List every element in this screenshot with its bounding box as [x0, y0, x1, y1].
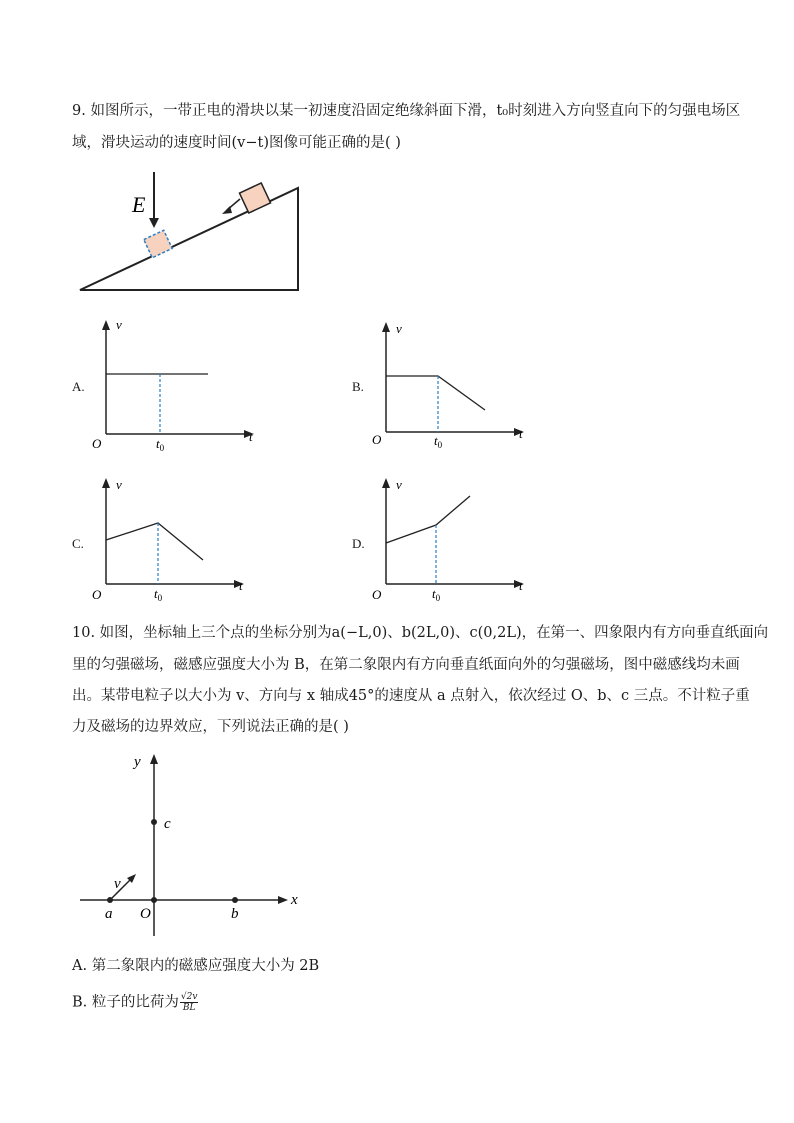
velocity-curve: [386, 376, 485, 410]
label-v: v: [114, 876, 121, 892]
field-arrowhead: [149, 218, 159, 228]
fraction-numerator: √2v: [180, 992, 198, 1002]
origin-label: O: [372, 587, 382, 602]
q9-line-2: 域，滑块运动的速度时间(v−t)图像可能正确的是( ): [72, 135, 401, 151]
incline-figure: [70, 170, 310, 300]
origin-label: O: [92, 587, 102, 602]
q10-option-a: A. 第二象限内的磁感应强度大小为 2B: [72, 958, 320, 974]
option-b-prefix: B. 粒子的比荷为: [72, 994, 179, 1011]
velocity-curve: [386, 496, 470, 543]
option-d-graph: [368, 472, 548, 612]
field-label: E: [132, 192, 146, 217]
label-o: O: [140, 906, 151, 922]
point-b: [232, 897, 238, 903]
q10-line-3: 出。某带电粒子以大小为 v、方向与 x 轴成45°的速度从 a 点射入，依次经过 O、b、c 三点。不计粒子重: [72, 688, 750, 704]
q9-line-1: 9. 如图所示，一带正电的滑块以某一初速度沿固定绝缘斜面下滑，t₀时刻进入方向竖直向下的匀强电场区: [72, 103, 741, 119]
slider-block: [239, 183, 270, 213]
v-axis-label: v: [396, 477, 402, 492]
t-axis-label: t: [519, 578, 523, 593]
fraction: [180, 992, 199, 1013]
v-axis-label: v: [116, 317, 122, 332]
v-axis-label: v: [116, 477, 122, 492]
q10-line-2: 里的匀强磁场，磁感应强度大小为 B，在第二象限内有方向垂直纸面向外的匀强磁场，图中磁感线均未画: [72, 657, 740, 673]
origin-label: O: [92, 436, 102, 451]
option-a-graph: [88, 314, 268, 454]
option-b-label: B.: [352, 379, 364, 394]
origin-label: O: [372, 432, 382, 447]
t0-label: $t_0$: [432, 586, 441, 603]
option-c-label: C.: [72, 536, 84, 551]
v-axis-label: v: [396, 321, 402, 336]
t0-label: $t_0$: [434, 433, 443, 450]
label-a: a: [105, 906, 113, 922]
y-axis-label: y: [134, 754, 141, 770]
t-axis-label: t: [239, 578, 243, 593]
label-b: b: [231, 906, 239, 922]
t0-label: $t_0$: [156, 436, 165, 453]
q10-line-1: 10. 如图，坐标轴上三个点的坐标分别为a(−L,0)、b(2L,0)、c(0,2L)，在第一、四象限内有方向垂直纸面向: [72, 625, 769, 641]
slider-block-dashed: [144, 230, 172, 257]
x-axis-label: x: [291, 892, 298, 908]
velocity-curve: [106, 523, 203, 560]
point-o: [151, 897, 157, 903]
q10-line-4: 力及磁场的边界效应，下列说法正确的是( ): [72, 719, 349, 735]
point-c: [151, 819, 157, 825]
t-axis-label: t: [249, 429, 253, 444]
option-c-graph: [88, 472, 268, 612]
q10-option-b: [72, 992, 198, 1013]
coordinate-figure: [76, 748, 316, 938]
t-axis-label: t: [519, 426, 523, 441]
label-c: c: [164, 816, 171, 832]
option-a-label: A.: [72, 379, 85, 394]
t0-label: $t_0$: [154, 586, 163, 603]
fraction-denominator: BL: [182, 1003, 196, 1013]
option-d-label: D.: [352, 536, 365, 551]
option-b-graph: [368, 314, 548, 454]
